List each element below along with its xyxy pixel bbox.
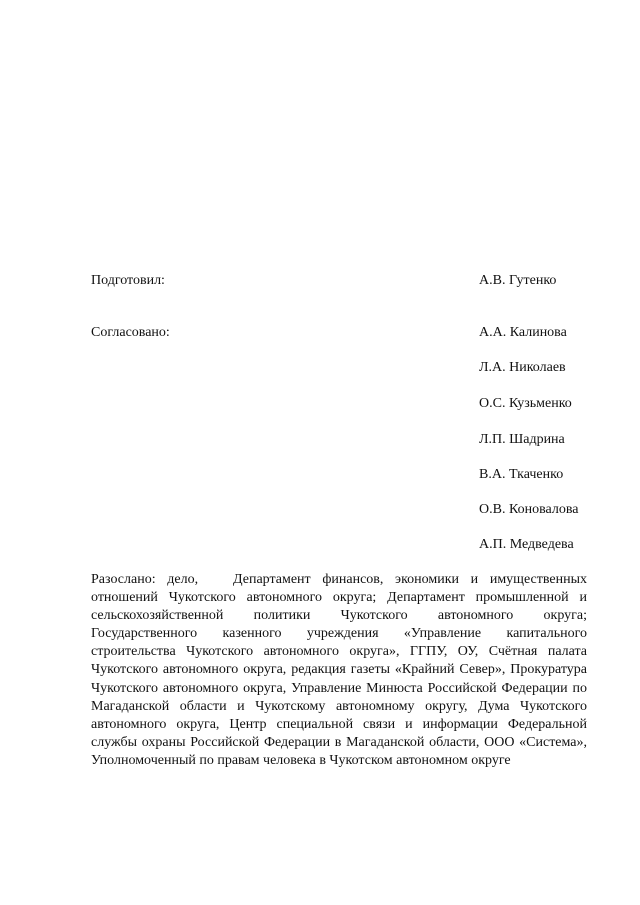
agreed-name-3: О.С. Кузьменко — [479, 396, 572, 411]
agreed-label: Согласовано: — [91, 325, 170, 340]
agreed-name-6: О.В. Коновалова — [479, 502, 579, 517]
agreed-name-1: А.А. Калинова — [479, 325, 567, 340]
agreed-name-2: Л.А. Николаев — [479, 360, 566, 375]
prepared-label: Подготовил: — [91, 273, 165, 288]
prepared-name: А.В. Гутенко — [479, 273, 557, 288]
distribution-list: Разослано: дело, Департамент финансов, экономики и имущественных отношений Чукотского автономного округа; Департамент промышленной и сельскохозяйственной политики Чукотского автономного округа; Государственного казенного учреждения «Управление капитального строительства Чукотского автономного округа», ГГПУ, ОУ, Счётная палата Чукотского автономного округа, редакция газеты «Крайний Север», Прокуратура Чукотского автономного округа, Управление Минюста Российской Федерации по Магаданской области и Чукотскому автономному округу, Дума Чукотского автономного округа, Центр специальной связи и информации Федеральной службы охраны Российской Федерации в Магаданской области, ООО «Система», Уполномоченный по правам человека в Чукотском автономном округе — [91, 572, 591, 768]
agreed-name-5: В.А. Ткаченко — [479, 467, 564, 482]
agreed-name-4: Л.П. Шадрина — [479, 432, 565, 447]
agreed-name-7: А.П. Медведева — [479, 537, 574, 552]
